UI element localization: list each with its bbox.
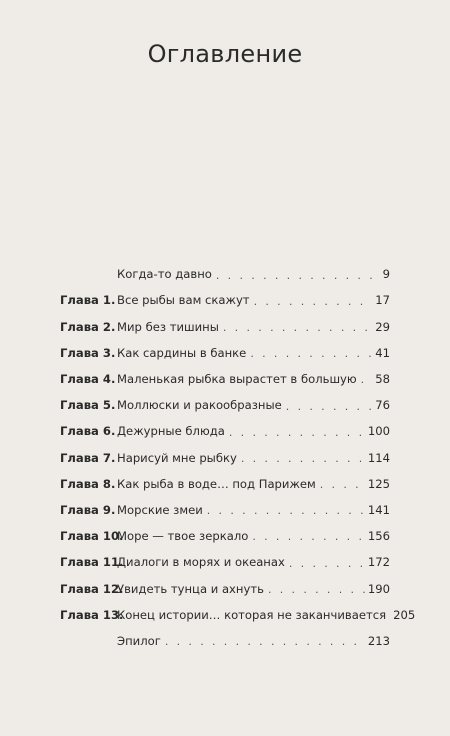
chapter-title: Эпилог xyxy=(117,633,161,648)
chapter-title: Конец истории… которая не заканчивается xyxy=(117,607,387,622)
page-number: 9 xyxy=(382,267,390,282)
page-number: 190 xyxy=(367,581,390,596)
chapter-number: Глава 3. xyxy=(60,345,116,360)
toc-entry[interactable] xyxy=(60,341,390,367)
page-number: 125 xyxy=(367,476,390,491)
dot-leader xyxy=(320,479,365,490)
page-number: 141 xyxy=(367,502,390,517)
toc-entry[interactable] xyxy=(60,498,390,524)
page-number: 41 xyxy=(375,345,390,360)
chapter-title: Диалоги в морях и океанах xyxy=(117,555,285,570)
toc-entry[interactable] xyxy=(60,524,390,550)
dot-leader xyxy=(223,322,372,333)
dot-leader xyxy=(250,348,372,359)
chapter-title: Увидеть тунца и ахнуть xyxy=(117,581,264,596)
chapter-number: Глава 11. xyxy=(60,555,124,570)
toc-entry[interactable] xyxy=(60,445,390,471)
page-number: 156 xyxy=(367,529,390,544)
chapter-number: Глава 4. xyxy=(60,372,116,387)
toc-entry[interactable] xyxy=(60,419,390,445)
dot-leader xyxy=(241,453,365,464)
toc-entry[interactable] xyxy=(60,288,390,314)
chapter-title: Нарисуй мне рыбку xyxy=(117,450,237,465)
chapter-title: Как сардины в банке xyxy=(117,345,247,360)
dot-leader xyxy=(165,636,365,647)
toc-entry[interactable] xyxy=(60,472,390,498)
toc-entry[interactable] xyxy=(60,550,390,576)
toc-entry[interactable] xyxy=(60,602,416,628)
chapter-title: Мир без тишины xyxy=(117,319,219,334)
chapter-title: Когда-то давно xyxy=(117,267,212,282)
dot-leader xyxy=(216,270,380,281)
page-number: 58 xyxy=(375,372,390,387)
table-of-contents xyxy=(60,262,416,655)
dot-leader xyxy=(361,374,373,385)
dot-leader xyxy=(207,505,365,516)
dot-leader xyxy=(289,558,365,569)
toc-entry[interactable] xyxy=(60,262,390,288)
toc-entry[interactable] xyxy=(60,576,390,602)
chapter-number: Глава 8. xyxy=(60,476,116,491)
page-number: 213 xyxy=(367,633,390,648)
page-number: 205 xyxy=(393,607,416,622)
chapter-number: Глава 13. xyxy=(60,607,124,622)
chapter-number: Глава 5. xyxy=(60,398,116,413)
toc-entry[interactable] xyxy=(60,314,390,340)
page-number: 114 xyxy=(367,450,390,465)
page-number: 76 xyxy=(375,398,390,413)
chapter-title: Дежурные блюда xyxy=(117,424,225,439)
chapter-number: Глава 9. xyxy=(60,502,116,517)
chapter-number: Глава 1. xyxy=(60,293,116,308)
chapter-number: Глава 12. xyxy=(60,581,124,596)
toc-entry[interactable] xyxy=(60,367,390,393)
chapter-number: Глава 6. xyxy=(60,424,116,439)
page-number: 172 xyxy=(367,555,390,570)
chapter-title: Как рыба в воде… под Парижем xyxy=(117,476,316,491)
chapter-title: Все рыбы вам скажут xyxy=(117,293,250,308)
page-number: 29 xyxy=(375,319,390,334)
chapter-title: Море — твое зеркало xyxy=(117,529,249,544)
page-number: 17 xyxy=(375,293,390,308)
chapter-number: Глава 7. xyxy=(60,450,116,465)
chapter-number: Глава 10. xyxy=(60,529,124,544)
chapter-title: Морские змеи xyxy=(117,502,203,517)
dot-leader xyxy=(229,427,365,438)
page-number: 100 xyxy=(367,424,390,439)
chapter-title: Маленькая рыбка вырастет в большую xyxy=(117,372,357,387)
dot-leader xyxy=(254,296,373,307)
chapter-number: Глава 2. xyxy=(60,319,116,334)
toc-entry[interactable] xyxy=(60,393,390,419)
page-title: Оглавление xyxy=(147,40,303,68)
chapter-title: Моллюски и ракообразные xyxy=(117,398,282,413)
dot-leader xyxy=(252,531,365,542)
dot-leader xyxy=(268,584,365,595)
toc-entry[interactable] xyxy=(60,629,390,655)
dot-leader xyxy=(286,401,372,412)
